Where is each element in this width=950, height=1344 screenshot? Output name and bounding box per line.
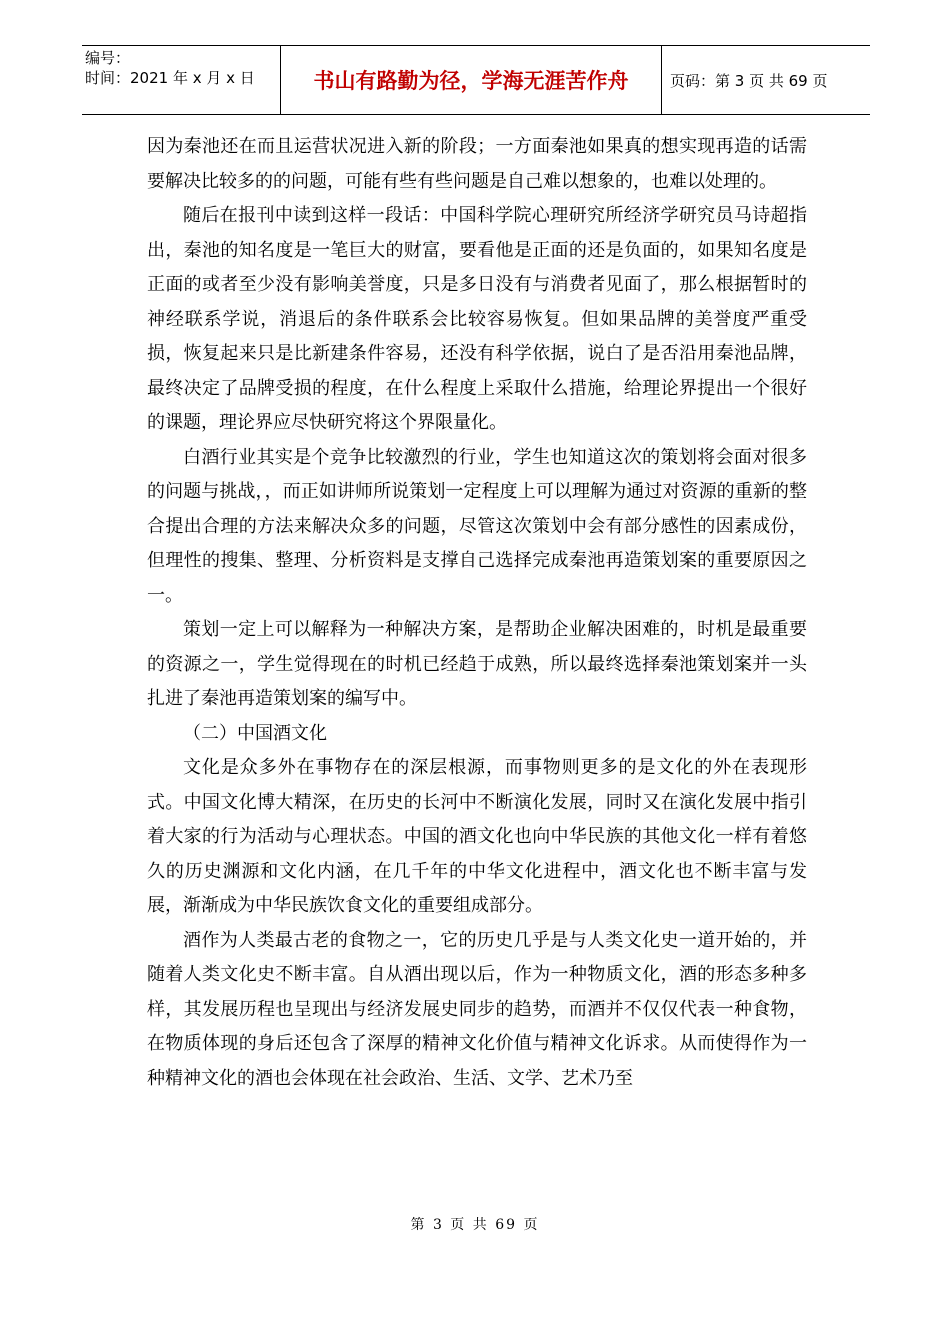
section-heading: （二）中国酒文化 — [183, 722, 327, 744]
body-paragraph: 白酒行业其实是个竞争比较激烈的行业，学生也知道这次的策划将会面对很多的问题与挑战，，而正如讲师所说策划一定程度上可以理解为通过对资源的重新的整合提出合理的方法来解决众多的问题，尽管这次策划中会有部分感性的因素成份，但理性的搜集、整理、分析资料是支撑自己选择完成秦池再造策划案的重要原因之一。 — [147, 446, 807, 606]
page-footer: 第 3 页 共 69 页 — [410, 1217, 540, 1233]
body-paragraph: 文化是众多外在事物存在的深层根源，而事物则更多的是文化的外在表现形式。中国文化博大精深，在历史的长河中不断演化发展，同时又在演化发展中指引着大家的行为活动与心理状态。中国的酒文化也向中华民族的其他文化一样有着悠久的历史渊源和文化内涵，在几千年的中华文化进程中，酒文化也不断丰富与发展，渐渐成为中华民族饮食文化的重要组成部分。 — [147, 757, 807, 916]
header-number-label: 编号： — [85, 49, 131, 67]
body-paragraph: 策划一定上可以解释为一种解决方案，是帮助企业解决困难的，时机是最重要的资源之一，学生觉得现在的时机已经趋于成熟，所以最终选择秦池策划案并一头扎进了秦池再造策划案的编写中。 — [147, 619, 807, 709]
body-paragraph: 酒作为人类最古老的食物之一，它的历史几乎是与人类文化史一道开始的，并随着人类文化史不断丰富。自从酒出现以后，作为一种物质文化，酒的形态多种多样，其发展历程也呈现出与经济发展史同步的趋势，而酒并不仅仅代表一种食物，在物质体现的身后还包含了深厚的精神文化价值与精神文化诉求。从而使得作为一种精神文化的酒也会体现在社会政治、生活、文学、艺术乃至 — [147, 929, 807, 1089]
header-page-info: 页码：第 3 页 共 69 页 — [670, 71, 828, 90]
document-body — [147, 130, 807, 1096]
header-meta — [82, 46, 281, 114]
header-time-label: 时间：2021 年 x 月 x 日 — [85, 69, 255, 87]
body-paragraph: 因为秦池还在而且运营状况进入新的阶段；一方面秦池如果真的想实现再造的话需要解决比较多的的问题，可能有些有些问题是自己难以想象的，也难以处理的。 — [147, 136, 807, 192]
body-paragraph: 随后在报刊中读到这样一段话：中国科学院心理研究所经济学研究员马诗超指出，秦池的知名度是一笔巨大的财富，要看他是正面的还是负面的，如果知名度是正面的或者至少没有影响美誉度，只是多日没有与消费者见面了，那么根据暂时的神经联系学说，消退后的条件联系会比较容易恢复。但如果品牌的美誉度严重受损，恢复起来只是比新建条件容易，还没有科学依据，说白了是否沿用秦池品牌，最终决定了品牌受损的程度，在什么程度上采取什么措施，给理论界提出一个很好的课题，理论界应尽快研究将这个界限量化。 — [147, 205, 807, 433]
page-header — [82, 45, 870, 115]
header-motto: 书山有路勤为径，学海无涯苦作舟 — [281, 46, 662, 114]
